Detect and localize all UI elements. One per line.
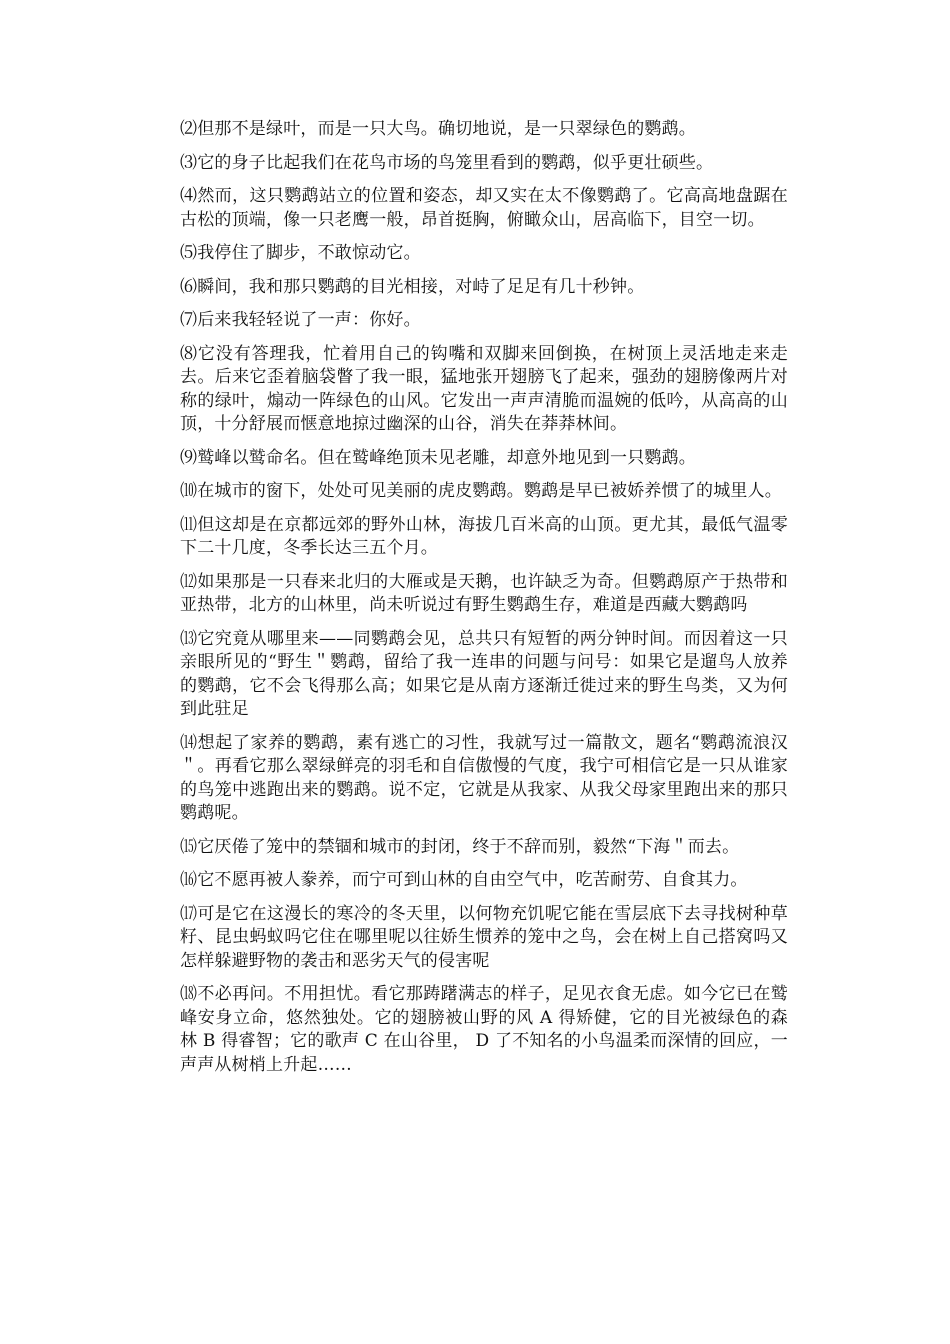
document-body <box>180 118 788 1087</box>
paragraph-16: ⒃它不愿再被人豢养，而宁可到山林的自由空气中，吃苦耐劳、自食其力。 <box>180 870 748 890</box>
paragraph-18: ⒅不必再问。不用担忧。看它那踌躇满志的样子，足见衣食无虑。如今它已在鹫峰安身立命，悠然独处。它的翅膀被山野的风 A 得矫健，它的目光被绿色的森林 B 得睿智；它的歌声 C 在山谷里， D 了不知名的小鸟温柔而深情的回应，一声声从树梢上升起…… <box>180 984 788 1075</box>
paragraph-13: ⒀它究竟从哪里来——同鹦鹉会见，总共只有短暂的两分钟时间。而因着这一只亲眼所见的“野生＂鹦鹉，留给了我一连串的问题与问号：如果它是遛鸟人放养的鹦鹉，它不会飞得那么高；如果它是从南方逐渐迁徙过来的野生鸟类，又为何到此驻足 <box>180 628 788 719</box>
paragraph-10: ⑽在城市的窗下，处处可见美丽的虎皮鹦鹉。鹦鹉是早已被娇养惯了的城里人。 <box>180 481 782 501</box>
paragraph-4: ⑷然而，这只鹦鹉站立的位置和姿态，却又实在太不像鹦鹉了。它高高地盘踞在古松的顶端，像一只老鹰一般，昂首挺胸，俯瞰众山，居高临下，目空一切。 <box>180 186 788 230</box>
paragraph-12: ⑿如果那是一只春来北归的大雁或是天鹅，也许缺乏为奇。但鹦鹉原产于热带和亚热带，北方的山林里，尚未听说过有野生鹦鹉生存，难道是西藏大鹦鹉吗 <box>180 571 788 615</box>
paragraph-11: ⑾但这却是在京都远郊的野外山林，海拔几百米高的山顶。更尤其，最低气温零下二十几度，冬季长达三五个月。 <box>180 514 788 558</box>
paragraph-9: ⑼鹫峰以鹫命名。但在鹫峰绝顶未见老雕，却意外地见到一只鹦鹉。 <box>180 447 696 468</box>
paragraph-14: ⒁想起了家养的鹦鹉，素有逃亡的习性，我就写过一篇散文，题名“鹦鹉流浪汉＂。再看它那么翠绿鲜亮的羽毛和自信傲慢的气度，我宁可相信它是一只从谁家的鸟笼中逃跑出来的鹦鹉。说不定，它就是从我家、从我父母家里跑出来的那只鹦鹉呢。 <box>180 732 788 823</box>
paragraph-7: ⑺后来我轻轻说了一声：你好。 <box>180 310 421 330</box>
paragraph-15: ⒂它厌倦了笼中的禁锢和城市的封闭，终于不辞而别，毅然“下海＂而去。 <box>180 836 740 857</box>
paragraph-17: ⒄可是它在这漫长的寒冷的冬天里，以何物充饥呢它能在雪层底下去寻找树种草籽、昆虫蚂蚁吗它住在哪里呢以往娇生惯养的笼中之鸟，会在树上自己搭窝吗又怎样躲避野物的袭击和恶劣天气的侵害呢 <box>180 903 788 971</box>
paragraph-6: ⑹瞬间，我和那只鹦鹉的目光相接，对峙了足足有几十秒钟。 <box>180 276 645 297</box>
paragraph-8: ⑻它没有答理我，忙着用自己的钩嘴和双脚来回倒换，在树顶上灵活地走来走去。后来它歪着脑袋瞥了我一眼，猛地张开翅膀飞了起来，强劲的翅膀像两片对称的绿叶，煽动一阵绿色的山风。它发出一声声清脆而温婉的低吟，从高高的山顶，十分舒展而惬意地掠过幽深的山谷，消失在莽莽林间。 <box>180 343 788 434</box>
paragraph-5: ⑸我停住了脚步，不敢惊动它。 <box>180 243 421 263</box>
paragraph-3: ⑶它的身子比起我们在花鸟市场的鸟笼里看到的鹦鹉，似乎更壮硕些。 <box>180 152 714 173</box>
paragraph-2: ⑵但那不是绿叶，而是一只大鸟。确切地说，是一只翠绿色的鹦鹉。 <box>180 119 696 139</box>
